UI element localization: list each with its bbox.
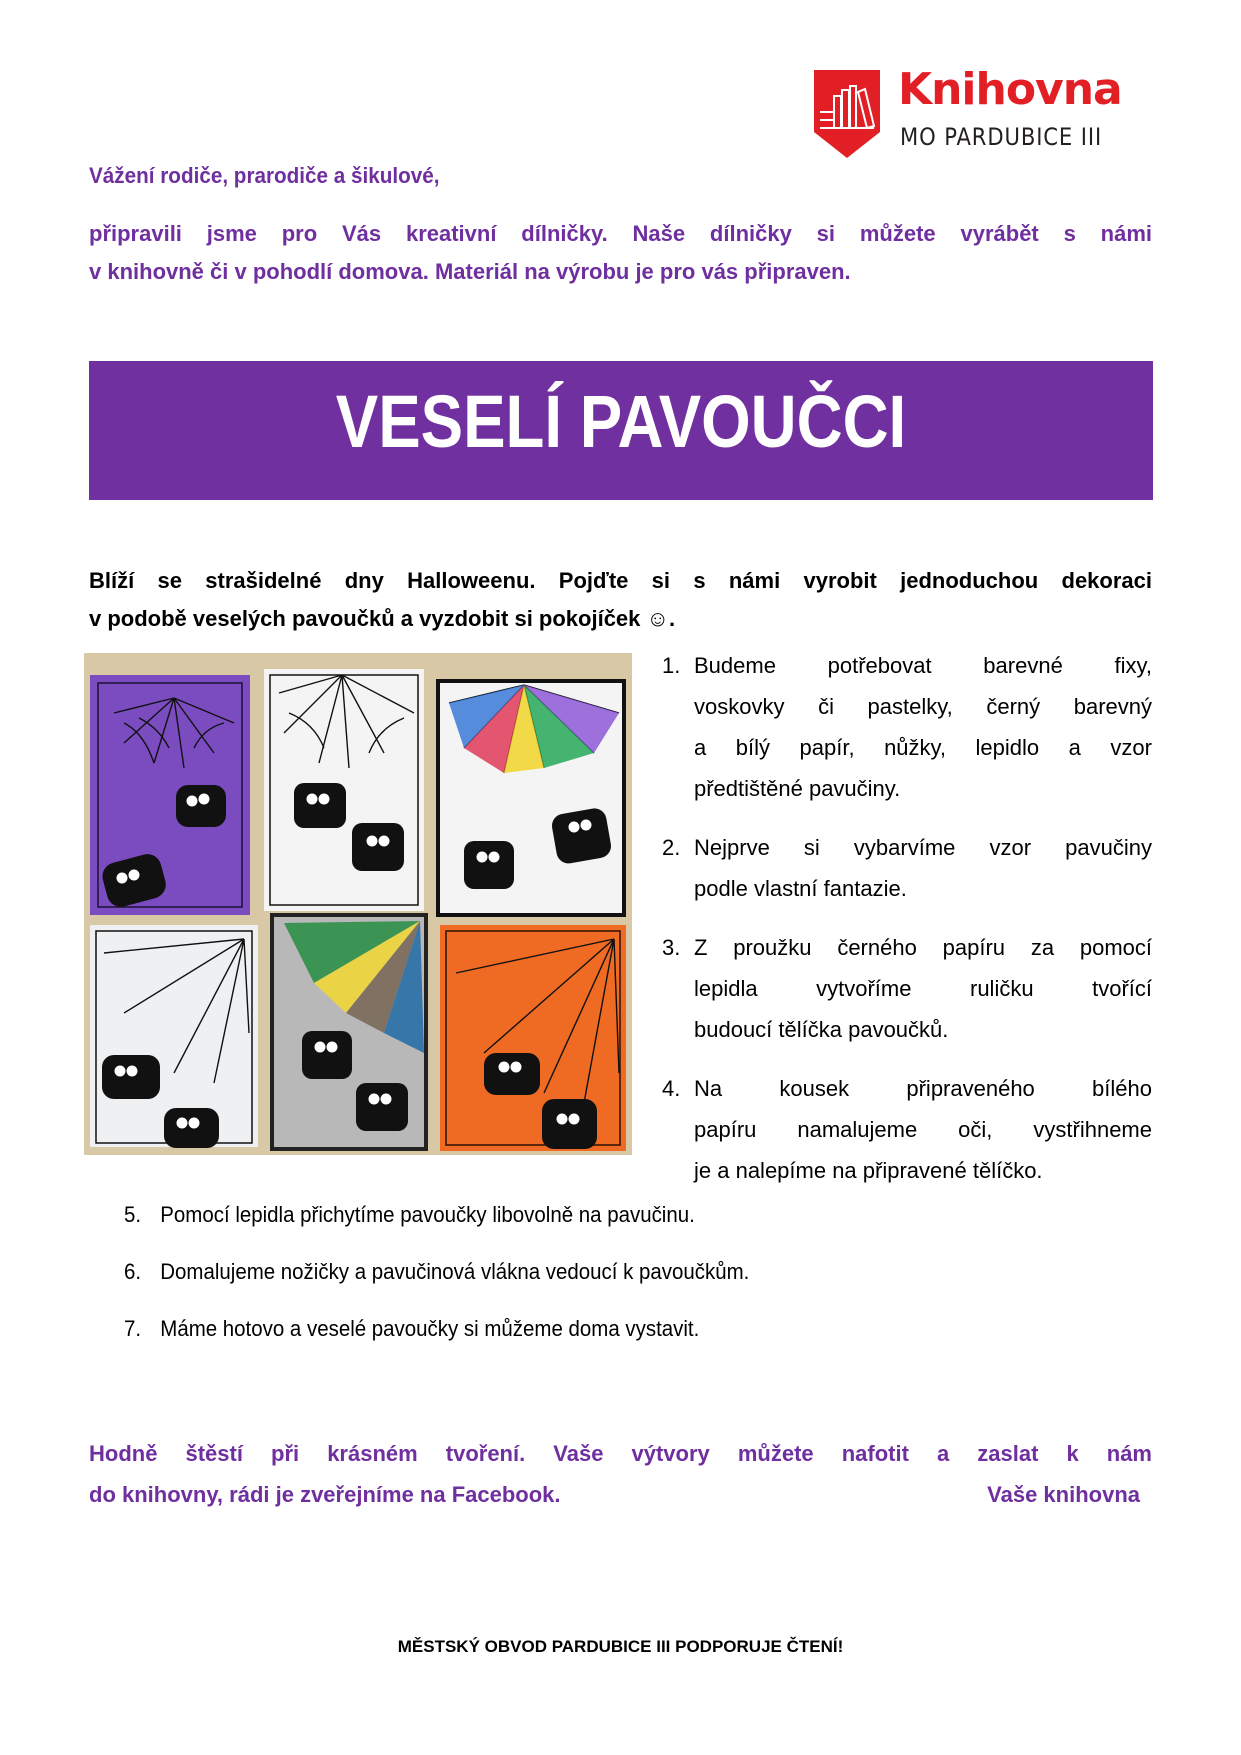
library-books-shield-icon [812, 68, 882, 160]
step-number: 1. [662, 653, 681, 678]
step-text-line: a bílý papír, nůžky, lepidlo a vzor [694, 735, 1152, 760]
step-item [662, 1068, 1152, 1191]
step-text-line: budoucí tělíčka pavoučků. [694, 1017, 949, 1042]
step-text-line: podle vlastní fantazie. [694, 876, 907, 901]
step-text-line: lepidla vytvoříme ruličku tvořící [694, 976, 1152, 1001]
step-number: 4. [662, 1076, 681, 1101]
footer-slogan: MĚSTSKÝ OBVOD PARDUBICE III PODPORUJE ČTENÍ! [397, 1637, 844, 1656]
closing-line-1: Hodně štěstí při krásném tvoření. Vaše výtvory můžete nafotit a zaslat k nám [89, 1441, 1152, 1466]
step-text: Máme hotovo a veselé pavoučky si můžeme doma vystavit. [160, 1316, 700, 1341]
step-text-line: předtištěné pavučiny. [694, 776, 901, 801]
step-item [662, 645, 1152, 809]
greeting: Vážení rodiče, prarodiče a šikulové, [89, 163, 440, 188]
step-text: Domalujeme nožičky a pavučinová vlákna vedoucí k pavoučkům. [160, 1259, 750, 1284]
step-text-line: je a nalepíme na připravené tělíčko. [694, 1158, 1043, 1183]
library-logo [812, 64, 1132, 163]
step-text-line: Nejprve si vybarvíme vzor pavučiny [694, 835, 1152, 860]
step-item [124, 1202, 695, 1228]
step-text-line: Na kousek připraveného bílého [694, 1076, 1152, 1101]
step-item [662, 927, 1152, 1050]
step-number: 2. [662, 835, 681, 860]
step-text-line: Z proužku černého papíru za pomocí [694, 935, 1152, 960]
step-item [124, 1316, 699, 1342]
intro-line-2: v knihovně či v pohodlí domova. Materiál na výrobu je pro vás připraven. [89, 259, 851, 284]
intro-line-1: připravili jsme pro Vás kreativní dílničky. Naše dílničky si můžete vyrábět s námi [89, 221, 1152, 246]
lead-paragraph [89, 562, 1152, 638]
title-banner [89, 361, 1153, 500]
lead-line-1: Blíží se strašidelné dny Halloweenu. Pojďte si s námi vyrobit jednoduchou dekoraci [89, 568, 1152, 593]
step-text: Pomocí lepidla přichytíme pavoučky libovolně na pavučinu. [160, 1202, 695, 1227]
steps-list-top [662, 645, 1152, 1209]
page-title: VESELÍ PAVOUČCI [335, 380, 907, 463]
step-text-line: Budeme potřebovat barevné fixy, [694, 653, 1152, 678]
step-text-line: papíru namalujeme oči, vystřihneme [694, 1117, 1152, 1142]
step-item [124, 1259, 749, 1285]
intro-paragraph [89, 215, 1152, 291]
closing-line-2 [89, 1474, 1152, 1515]
step-text-line: voskovky či pastelky, černý barevný [694, 694, 1152, 719]
step-number: 3. [662, 935, 681, 960]
signature: Vaše knihovna [987, 1482, 1140, 1507]
closing-paragraph [89, 1433, 1152, 1515]
step-number: 7. [124, 1316, 142, 1341]
craft-card-orange [440, 925, 626, 1151]
lead-line-2: v podobě veselých pavoučků a vyzdobit si pokojíček ☺. [89, 606, 676, 631]
spider-crafts-illustration [84, 653, 632, 1155]
step-item [662, 827, 1152, 909]
logo-subtitle: MO PARDUBICE III [900, 123, 1103, 151]
step-number: 5. [124, 1202, 142, 1227]
logo-title: Knihovna [898, 64, 1122, 115]
step-number: 6. [124, 1259, 142, 1284]
closing-line-2-text: do knihovny, rádi je zveřejníme na Facebook. [89, 1482, 561, 1507]
spider-crafts-photo [84, 653, 632, 1155]
